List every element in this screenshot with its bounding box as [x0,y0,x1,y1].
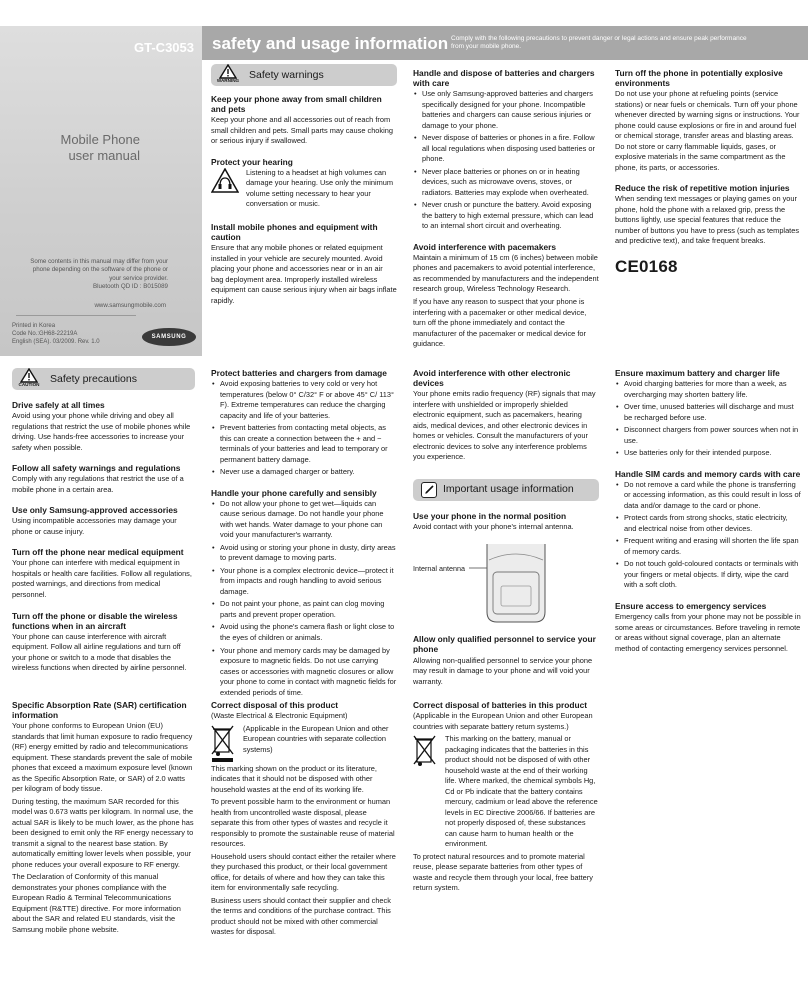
paragraph: Do not use your phone at refueling points (service stations) or near fuels or chemicals. Turn off your phone whenever directed by warning signs or instructions. Your phone could cause explosions or fire in and around fuel or chemical storage, transfer areas and blasting areas. Do not store or carry flammable liquids, gases, or explosive materials in the same compartment as the phone, its parts, or accessories. [615,89,800,172]
divider [16,315,136,316]
list-item: • Use batteries only for their intended purpose. [615,448,801,459]
heading: Handle SIM cards and memory cards with care [615,468,801,479]
paragraph: To prevent possible harm to the environment or human health from uncontrolled waste disposal, please separate this from other types of wastes and recycle it responsibly to promote the sustainable reuse of material resources. [211,797,395,849]
phone-back-icon [413,542,599,624]
samsung-logo: SAMSUNG [142,328,196,346]
cover-note-line: phone depending on the software of the phone or [32,266,168,274]
header-subtitle: Comply with the following precautions to prevent danger or legal actions and ensure peak performance from your mobile phone. [451,35,747,51]
heading: Use only Samsung-approved accessories [12,505,178,516]
column-warnings [211,64,397,308]
paragraph: Ensure that any mobile phones or related equipment installed in your vehicle are securely mounted. Avoid placing your phone and accessories near or in an air bag deployment area. Improperly installed wireless equipment can cause serious injury when air bags inflate rapidly. [211,243,397,305]
cover-note-line: Some contents in this manual may differ from your [30,258,168,265]
paragraph: Your phone conforms to European Union (EU) standards that limit human exposure to radio frequency (RF) energy emitted by radio and telecommunications equipment. These standards prevent the sale of mobile phones that exceed a maximum exposure level (known as the Specific Absorption Rate, or SAR) of 2.0 watts per kilogram of body tissue. [12,721,193,794]
pencil-icon [421,482,437,498]
important-usage-panel [413,479,599,501]
list-item: • Avoid using the phone's camera flash or light close to the eyes of children or animals. [211,622,397,643]
safety-warnings-panel [211,64,397,86]
list-item: • Frequent writing and erasing will shorten the life span of memory cards. [615,536,801,557]
imprint-line: English (SEA). 03/2009. Rev. 1.0 [12,338,100,345]
warning-triangle-icon [219,64,237,79]
paragraph: To protect natural resources and to promote material reuse, please separate batteries from other types of waste and recycle them through your local, free battery return system. [413,851,593,893]
model-number: GT-C3053 [134,40,194,55]
heading: Specific Absorption Rate (SAR) certification information [12,700,187,721]
heading: Allow only qualified personnel to service your phone [413,634,596,655]
list-item: • Over time, unused batteries will discharge and must be recharged before use. [615,402,801,423]
column-product-disposal [211,700,397,940]
paragraph: Maintain a minimum of 15 cm (6 inches) between mobile phones and pacemakers to avoid potential interference, as recommended by manufacturers and the independent research group, Wireless Technology Research. [413,252,599,294]
heading: Reduce the risk of repetitive motion injuries [615,183,790,194]
heading: Turn off the phone near medical equipment [12,547,184,558]
list-item: • Avoid charging batteries for more than a week, as overcharging may shorten battery life. [615,379,801,400]
heading: Install mobile phones and equipment with caution [211,221,378,242]
paragraph: Household users should contact either the retailer where they purchased this product, or their local government office, for details of where and how they can take this item for environmentally safe recycling. [211,851,396,893]
column-protect-batteries [211,368,397,700]
paragraph: Emergency calls from your phone may not be possible in some areas or circumstances. Before traveling in remote or areas without signal coverage, plan an alternate method of contacting emergency services personnel. [615,612,801,653]
panel-label: Safety warnings [249,68,324,81]
column-explosive [615,68,801,279]
paragraph: Your phone emits radio frequency (RF) signals that may interfere with unshielded or improperly shielded electronic equipment, such as pacemakers, hearing aids, medical devices, and other electronic devices in homes or vehicles. Consult the manufacturers of your electronic devices to solve any interference problems you experience. [413,389,596,462]
pencil-glyph-icon [424,484,435,495]
list-item: • Disconnect chargers from power sources when not in use. [615,425,801,446]
cover-title-line2: user manual [68,148,140,163]
column-interference [413,368,599,689]
paragraph: Avoid using your phone while driving and obey all regulations that restrict the use of mobile phones while driving. Use hands-free accessories to increase your safety when possible. [12,411,191,452]
paragraph: (Applicable in the European Union and other European countries with separate collection systems) [243,723,389,754]
imprint [12,323,100,346]
list-item: • Do not allow your phone to get wet—liquids can cause serious damage. Do not handle your phone with wet hands. Water damage to your phone can void your manufacturer's warranty. [211,499,397,541]
column-battery-life [615,368,801,656]
antenna-label: Internal antenna [413,564,465,574]
heading: Ensure maximum battery and charger life [615,368,780,378]
caution-caption: CAUTION [18,381,40,387]
bluetooth-id: Bluetooth QD ID : B015089 [93,283,168,291]
battery-bin-row [413,734,599,852]
heading: Protect your hearing [211,156,293,167]
list-item: • Never place batteries or phones on or in heating devices, such as microwave ovens, stoves, or radiators. Batteries may explode when overheated. [413,167,599,199]
warning-badge [211,64,245,85]
ce-mark: CE0168 [615,256,678,276]
column-batteries [413,68,599,352]
bullet-list [413,89,599,232]
subheading: (Applicable in the European Union and other European countries with separate battery return systems.) [413,711,593,731]
heading: Turn off the phone in potentially explosive environments [615,68,783,89]
bullet-list [615,480,801,591]
imprint-line: Code No.:GH68-22219A [12,330,78,337]
paragraph: The Declaration of Conformity of this manual demonstrates your phones compliance with the European Radio & Terminal Telecommunications Equipment (R&TTE) directive. For more information about the SAR and related EU standards, visit the Samsung mobile phone website. [12,872,181,934]
bullet-list [211,499,397,698]
paragraph: When sending text messages or playing games on your phone, hold the phone with a relaxed grip, press the buttons lightly, use special features that reduce the number of buttons you have to press (such as templates and predictive text), and take frequent breaks. [615,194,800,246]
list-item: • Avoid using or storing your phone in dusty, dirty areas to prevent damage to moving parts. [211,543,397,564]
paragraph: This marking shown on the product or its literature, indicates that it should not be disposed with other household wastes at the end of its working life. [211,763,377,794]
cover-note-line: your service provider. [109,274,168,282]
paragraph: This marking on the battery, manual or packaging indicates that the batteries in this product should not be disposed of with other household waste at the end of their working life. Where marked, the chemical symbols Hg, Cd or Pb indicate that the battery contains mercury, cadmium or lead above the reference levels in EC Directive 2006/66. If batteries are not properly disposed of, these substances can cause harm to human health or the environment. [445,734,598,849]
panel-label: Safety precautions [50,372,137,385]
bullet-list [211,379,397,478]
website: www.samsungmobile.com [94,302,166,309]
heading: Use your phone in the normal position [413,510,567,521]
heading: Turn off the phone or disable the wireless functions when in an aircraft [12,610,178,631]
page-title: safety and usage information [212,34,449,53]
crossed-bin-icon [211,724,235,764]
paragraph: Comply with any regulations that restrict the use of a mobile phone in a certain area. [12,474,184,494]
heading: Protect batteries and chargers from damage [211,368,387,378]
list-item: • Do not touch gold-coloured contacts or terminals with your fingers or metal objects. If dirty, wipe the card with a soft cloth. [615,559,801,591]
column-sar [12,700,195,937]
heading: Avoid interference with other electronic devices [413,368,571,389]
list-item: • Never dispose of batteries or phones in a fire. Follow all local regulations when disposing used batteries or phone. [413,133,599,165]
safety-precautions-panel [12,368,195,390]
paragraph: Allowing non-qualified personnel to service your phone may result in damage to your phone and will void your warranty. [413,655,593,686]
list-item: • Use only Samsung-approved batteries and chargers specifically designed for your phone. Incompatible batteries and chargers can cause serious injuries or damage to your phone. [413,89,599,131]
header-bar [202,26,808,60]
imprint-line: Printed in Korea [12,323,56,329]
list-item: • Do not remove a card while the phone is transferring or accessing information, as this could result in loss of data and/or damage to the card or phone. [615,480,801,512]
paragraph: Using incompatible accessories may damage your phone or cause injury. [12,516,177,536]
panel-label: Important usage information [443,483,574,496]
caution-badge [12,368,46,389]
warning-caption: WARNING [216,77,240,83]
heading: Correct disposal of batteries in this product [413,700,588,710]
paragraph: If you have any reason to suspect that your phone is interfering with a pacemaker or other medical device, turn off the phone immediately and contact the manufacturer of the pacemaker or medical device for guidance. [413,297,587,349]
paragraph: Your phone can cause interference with aircraft equipment. Follow all airline regulations and turn off your phone or switch to a mode that disables the wireless functions when directed by airline personnel. [12,631,187,673]
heading: Keep your phone away from small children and pets [211,94,382,115]
weee-row [211,724,397,764]
column-battery-disposal [413,700,599,896]
paragraph: Keep your phone and all accessories out of reach from small children and pets. Small parts may cause choking or serious injury if swallowed. [211,115,393,146]
paragraph: Your phone can interfere with medical equipment in hospitals or health care facilities. Follow all regulations, posted warnings, and directions from medical personnel. [12,558,192,599]
headset-warning-icon [211,168,239,194]
heading: Handle and dispose of batteries and chargers with care [413,68,595,89]
heading: Avoid interference with pacemakers [413,241,557,252]
antenna-illustration [413,542,599,624]
paragraph: Business users should contact their supplier and check the terms and conditions of the purchase contract. This product should not be mixed with other commercial wastes for disposal. [211,895,391,937]
cover-panel [0,26,202,356]
hearing-row [211,168,397,212]
heading: Correct disposal of this product [211,700,339,710]
caution-triangle-icon [20,368,38,383]
cover-note [16,258,168,291]
list-item: • Your phone and memory cards may be damaged by exposure to magnetic fields. Do not use carrying cases or accessories with magnetic closures or allow your phone to come in contact with magnetic fields for extended periods of time. [211,646,397,699]
paragraph: Avoid contact with your phone's internal antenna. [413,521,574,531]
list-item: • Protect cards from strong shocks, static electricity, and electrical noise from other devices. [615,513,801,534]
list-item: • Your phone is a complex electronic device—protect it from impacts and rough handling to avoid serious damage. [211,566,397,598]
paragraph: During testing, the maximum SAR recorded for this model was 0.673 watts per kilogram. In normal use, the actual SAR is likely to be much lower, as the phone has been designed to emit only the RF energy necessary to transmit a signal to the nearest base station. By automatically emitting lower levels when possible, your phone reduces your overall exposure to RF energy. [12,796,194,869]
list-item: • Prevent batteries from contacting metal objects, as this can create a connection between the + and − terminals of your batteries and lead to temporary or permanent battery damage. [211,423,397,465]
bullet-list [615,379,801,459]
list-item: • Never use a damaged charger or battery. [211,467,397,478]
heading: Ensure access to emergency services [615,600,767,611]
paragraph: Listening to a headset at high volumes can damage your hearing. Use only the minimum volume setting necessary to hear your conversation or music. [246,167,394,209]
list-item: • Never crush or puncture the battery. Avoid exposing the battery to high external pressure, which can lead to an internal short circuit and overheating. [413,200,599,232]
list-item: • Do not paint your phone, as paint can clog moving parts and prevent proper operation. [211,599,397,620]
heading: Handle your phone carefully and sensibly [211,487,377,498]
heading: Drive safely at all times [12,400,105,410]
list-item: • Avoid exposing batteries to very cold or very hot temperatures (below 0° C/32° F or above 45° C/ 113° F). Extreme temperatures can reduce the charging capacity and life of your batteries. [211,379,397,421]
cover-title-line1: Mobile Phone [60,132,140,147]
column-precautions [12,368,195,676]
crossed-bin-icon [413,734,437,768]
heading: Follow all safety warnings and regulations [12,463,181,474]
subheading: (Waste Electrical & Electronic Equipment) [211,711,348,721]
